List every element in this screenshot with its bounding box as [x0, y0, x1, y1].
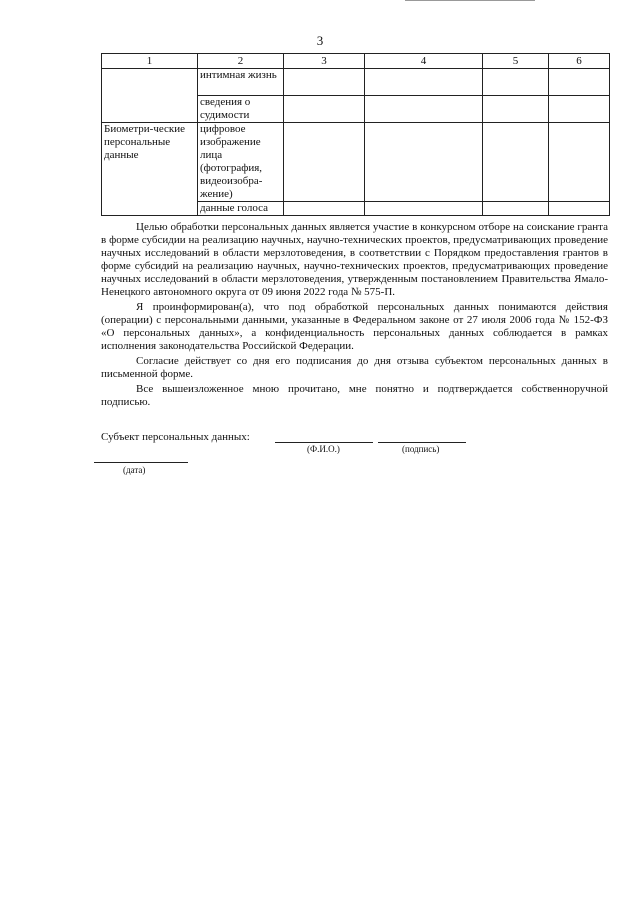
empty-cell [284, 202, 365, 216]
paragraph-purpose: Целью обработки персональных данных является участие в конкурсном отборе на соискание гранта в форме субсидии на реализацию научных, научно-технических проектов, предусматривающих проведение научных исследований в области мерзлотоведения, в соответствии с Порядком предоставления грантов в форме субсидий на реализацию научных, научно-технических проектов, предусматривающих проведение научных исследований в области мерзлотоведения, утвержденным постановлением Правительства Ямало-Ненецкого автономного округа от 09 июня 2022 года № 575-П. [101, 221, 608, 298]
empty-cell [365, 123, 483, 202]
table-row [102, 123, 610, 202]
data-type-cell: цифровое изображение лица (фотография, видеоизобра-жение) [198, 123, 284, 202]
empty-cell [365, 96, 483, 123]
empty-cell [284, 96, 365, 123]
empty-cell [549, 123, 610, 202]
data-table [101, 53, 610, 216]
fio-line [275, 442, 373, 443]
consent-text [101, 221, 608, 409]
empty-cell [284, 123, 365, 202]
paragraph-confirmation: Все вышеизложенное мною прочитано, мне понятно и подтверждается собственноручной подписью. [101, 383, 608, 408]
data-type-cell: сведения о судимости [198, 96, 284, 123]
header-cell: 5 [483, 54, 549, 69]
empty-cell [549, 202, 610, 216]
empty-cell [483, 96, 549, 123]
empty-cell [483, 202, 549, 216]
header-cell: 2 [198, 54, 284, 69]
empty-cell [365, 69, 483, 96]
category-cell [102, 69, 198, 123]
table-row [102, 69, 610, 96]
empty-cell [483, 69, 549, 96]
category-cell: Биометри-ческие персональные данные [102, 123, 198, 216]
signature-label: Субъект персональных данных: [101, 431, 250, 443]
signature-caption: (подпись) [402, 444, 440, 454]
data-type-cell: данные голоса [198, 202, 284, 216]
header-cell: 6 [549, 54, 610, 69]
top-rule [405, 0, 535, 1]
date-caption: (дата) [123, 465, 146, 475]
fio-caption: (Ф.И.О.) [307, 444, 340, 454]
paragraph-validity: Согласие действует со дня его подписания до дня отзыва субъектом персональных данных в письменной форме. [101, 355, 608, 380]
header-cell: 1 [102, 54, 198, 69]
empty-cell [284, 69, 365, 96]
table-header-row [102, 54, 610, 69]
empty-cell [549, 69, 610, 96]
data-type-cell: интимная жизнь [198, 69, 284, 96]
header-cell: 3 [284, 54, 365, 69]
paragraph-informed: Я проинформирован(а), что под обработкой персональных данных понимаются действия (операции) с персональными данными, указанные в Федеральном законе от 27 июля 2006 года № 152-ФЗ «О персональных данных», а конфиденциальность персональных данных соблюдается в рамках исполнения законодательства Российской Федерации. [101, 301, 608, 352]
date-line [94, 462, 188, 463]
header-cell: 4 [365, 54, 483, 69]
signature-line [378, 442, 466, 443]
empty-cell [483, 123, 549, 202]
page-number: 3 [316, 33, 324, 48]
empty-cell [549, 96, 610, 123]
empty-cell [365, 202, 483, 216]
